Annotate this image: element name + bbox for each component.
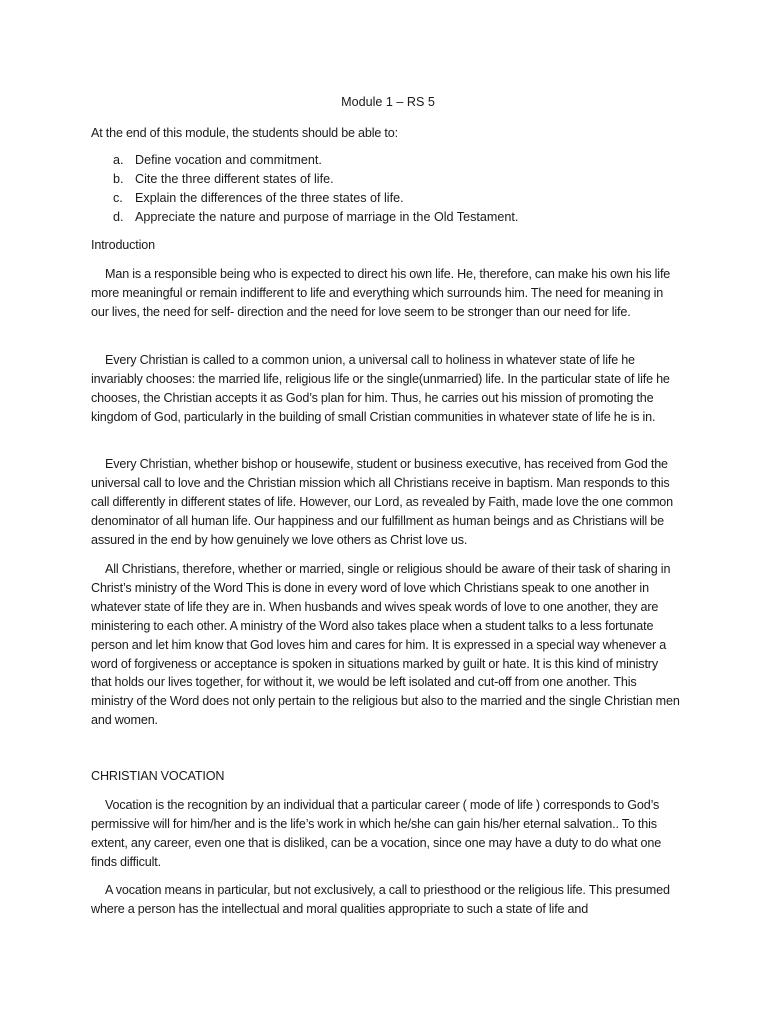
objective-item [113, 189, 673, 208]
objectives-intro: At the end of this module, the students should be able to: [91, 126, 398, 140]
objective-item [113, 208, 673, 227]
objective-marker: b. [113, 172, 124, 186]
vocation-paragraph: Vocation is the recognition by an individual that a particular career ( mode of life ) corresponds to God’s permissive will for him/her and is the life’s work in which he/she can gain his/her eternal salvation.. To this extent, any career, even one that is disliked, can be a vocation, since one may have a duty to do what one finds difficult. [91, 798, 662, 869]
introduction-paragraph: Every Christian is called to a common union, a universal call to holiness in whatever state of life he invariably chooses: the married life, religious life or the single(unmarried) life. In the particular state of life he chooses, the Christian accepts it as God’s plan for him. Thus, he carries out his mission of promoting the kingdom of God, particularly in the building of small Cristian communities in whatever state of life he is in. [91, 353, 670, 424]
objective-item [113, 170, 673, 189]
objective-marker: c. [113, 191, 123, 205]
objective-marker: d. [113, 210, 124, 224]
vocation-heading: CHRISTIAN VOCATION [91, 769, 225, 783]
objective-text: Cite the three different states of life. [135, 172, 334, 186]
introduction-paragraph: Man is a responsible being who is expected to direct his own life. He, therefore, can make his own his life more meaningful or remain indifferent to life and everything which surrounds him. The need for meaning in our lives, the need for self- direction and the need for love seem to be stronger than our need for life. [91, 267, 671, 319]
objectives-list [113, 151, 673, 227]
objective-text: Appreciate the nature and purpose of marriage in the Old Testament. [135, 210, 519, 224]
objective-item [113, 151, 673, 170]
introduction-heading: Introduction [91, 238, 156, 252]
objective-text: Explain the differences of the three states of life. [135, 191, 404, 205]
introduction-paragraph: All Christians, therefore, whether or married, single or religious should be aware of their task of sharing in Christ’s ministry of the Word This is done in every word of love which Christians speak to one another in whatever state of life they are in. When husbands and wives speak words of love to one another, they are ministering to each other. A ministry of the Word also takes place when a student talks to a less fortunate person and let him know that God loves him and cares for him. It is expressed in a special way whenever a word of forgiveness or acceptance is spoken in situations marked by guilt or hate. It is this kind of ministry that holds our lives together, for without it, we would be left isolated and cut-off from one another. This ministry of the Word does not only pertain to the religious but also to the married and the single Christian men and women. [91, 562, 680, 728]
introduction-paragraph: Every Christian, whether bishop or housewife, student or business executive, has received from God the universal call to love and the Christian mission which all Christians receive in baptism. Man responds to this call differently in different states of life. However, our Lord, as revealed by Faith, made love the one common denominator of all human life. Our happiness and our fulfillment as human beings and as Christians will be assured in the end by how genuinely we love others as Christ love us. [91, 457, 674, 547]
vocation-paragraph: A vocation means in particular, but not exclusively, a call to priesthood or the religious life. This presumed where a person has the intellectual and moral qualities appropriate to such a state of life and [91, 883, 670, 916]
objective-text: Define vocation and commitment. [135, 153, 322, 167]
page-title: Module 1 – RS 5 [341, 95, 435, 109]
objective-marker: a. [113, 153, 124, 167]
